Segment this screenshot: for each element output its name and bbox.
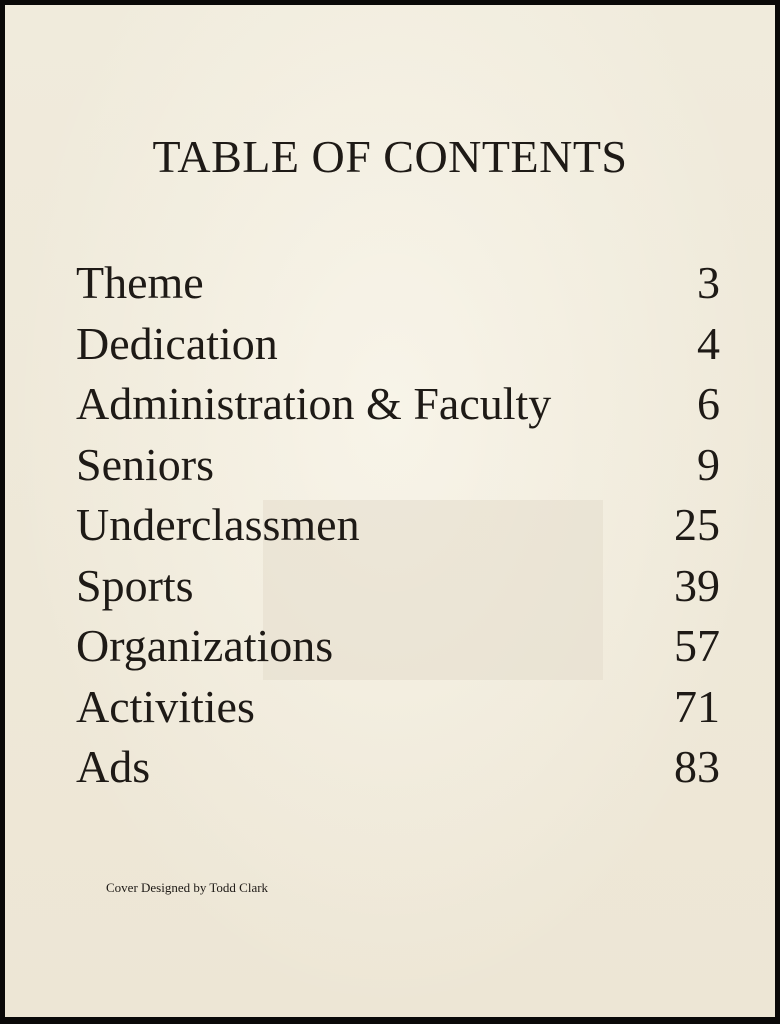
toc-entry-page: 4: [697, 317, 720, 369]
toc-entry-title: Activities: [76, 680, 255, 732]
toc-entry-title: Theme: [76, 257, 204, 308]
toc-entry-title: Sports: [76, 559, 194, 611]
toc-entry-title: Organizations: [76, 620, 334, 671]
toc-entry-title: Dedication: [76, 317, 278, 369]
toc-entry: [76, 314, 720, 375]
toc-entry: [76, 616, 720, 677]
table-of-contents: [76, 253, 720, 798]
toc-entry-page: 9: [697, 438, 720, 490]
page-title: TABLE OF CONTENTS: [152, 131, 628, 182]
toc-entry: [76, 677, 720, 738]
toc-entry: [76, 374, 720, 435]
toc-entry-page: 83: [674, 741, 720, 792]
toc-entry: [76, 495, 720, 556]
yearbook-page: [5, 5, 775, 1017]
toc-entry-page: 39: [674, 559, 720, 611]
cover-credit: Cover Designed by Todd Clark: [106, 880, 269, 895]
toc-entry-page: 57: [674, 620, 720, 671]
toc-entry-title: Seniors: [76, 438, 214, 490]
toc-entry: [76, 435, 720, 496]
toc-entry-title: Ads: [76, 741, 151, 792]
toc-entry-page: 3: [697, 257, 720, 308]
toc-entry: [76, 737, 720, 798]
toc-entry-page: 6: [697, 378, 720, 429]
toc-entry: [76, 253, 720, 314]
toc-entry-title: Underclassmen: [76, 499, 360, 550]
toc-entry-title: Administration & Faculty: [76, 378, 552, 429]
toc-entry-page: 71: [674, 680, 720, 732]
toc-entry: [76, 556, 720, 617]
toc-entry-page: 25: [674, 499, 720, 550]
